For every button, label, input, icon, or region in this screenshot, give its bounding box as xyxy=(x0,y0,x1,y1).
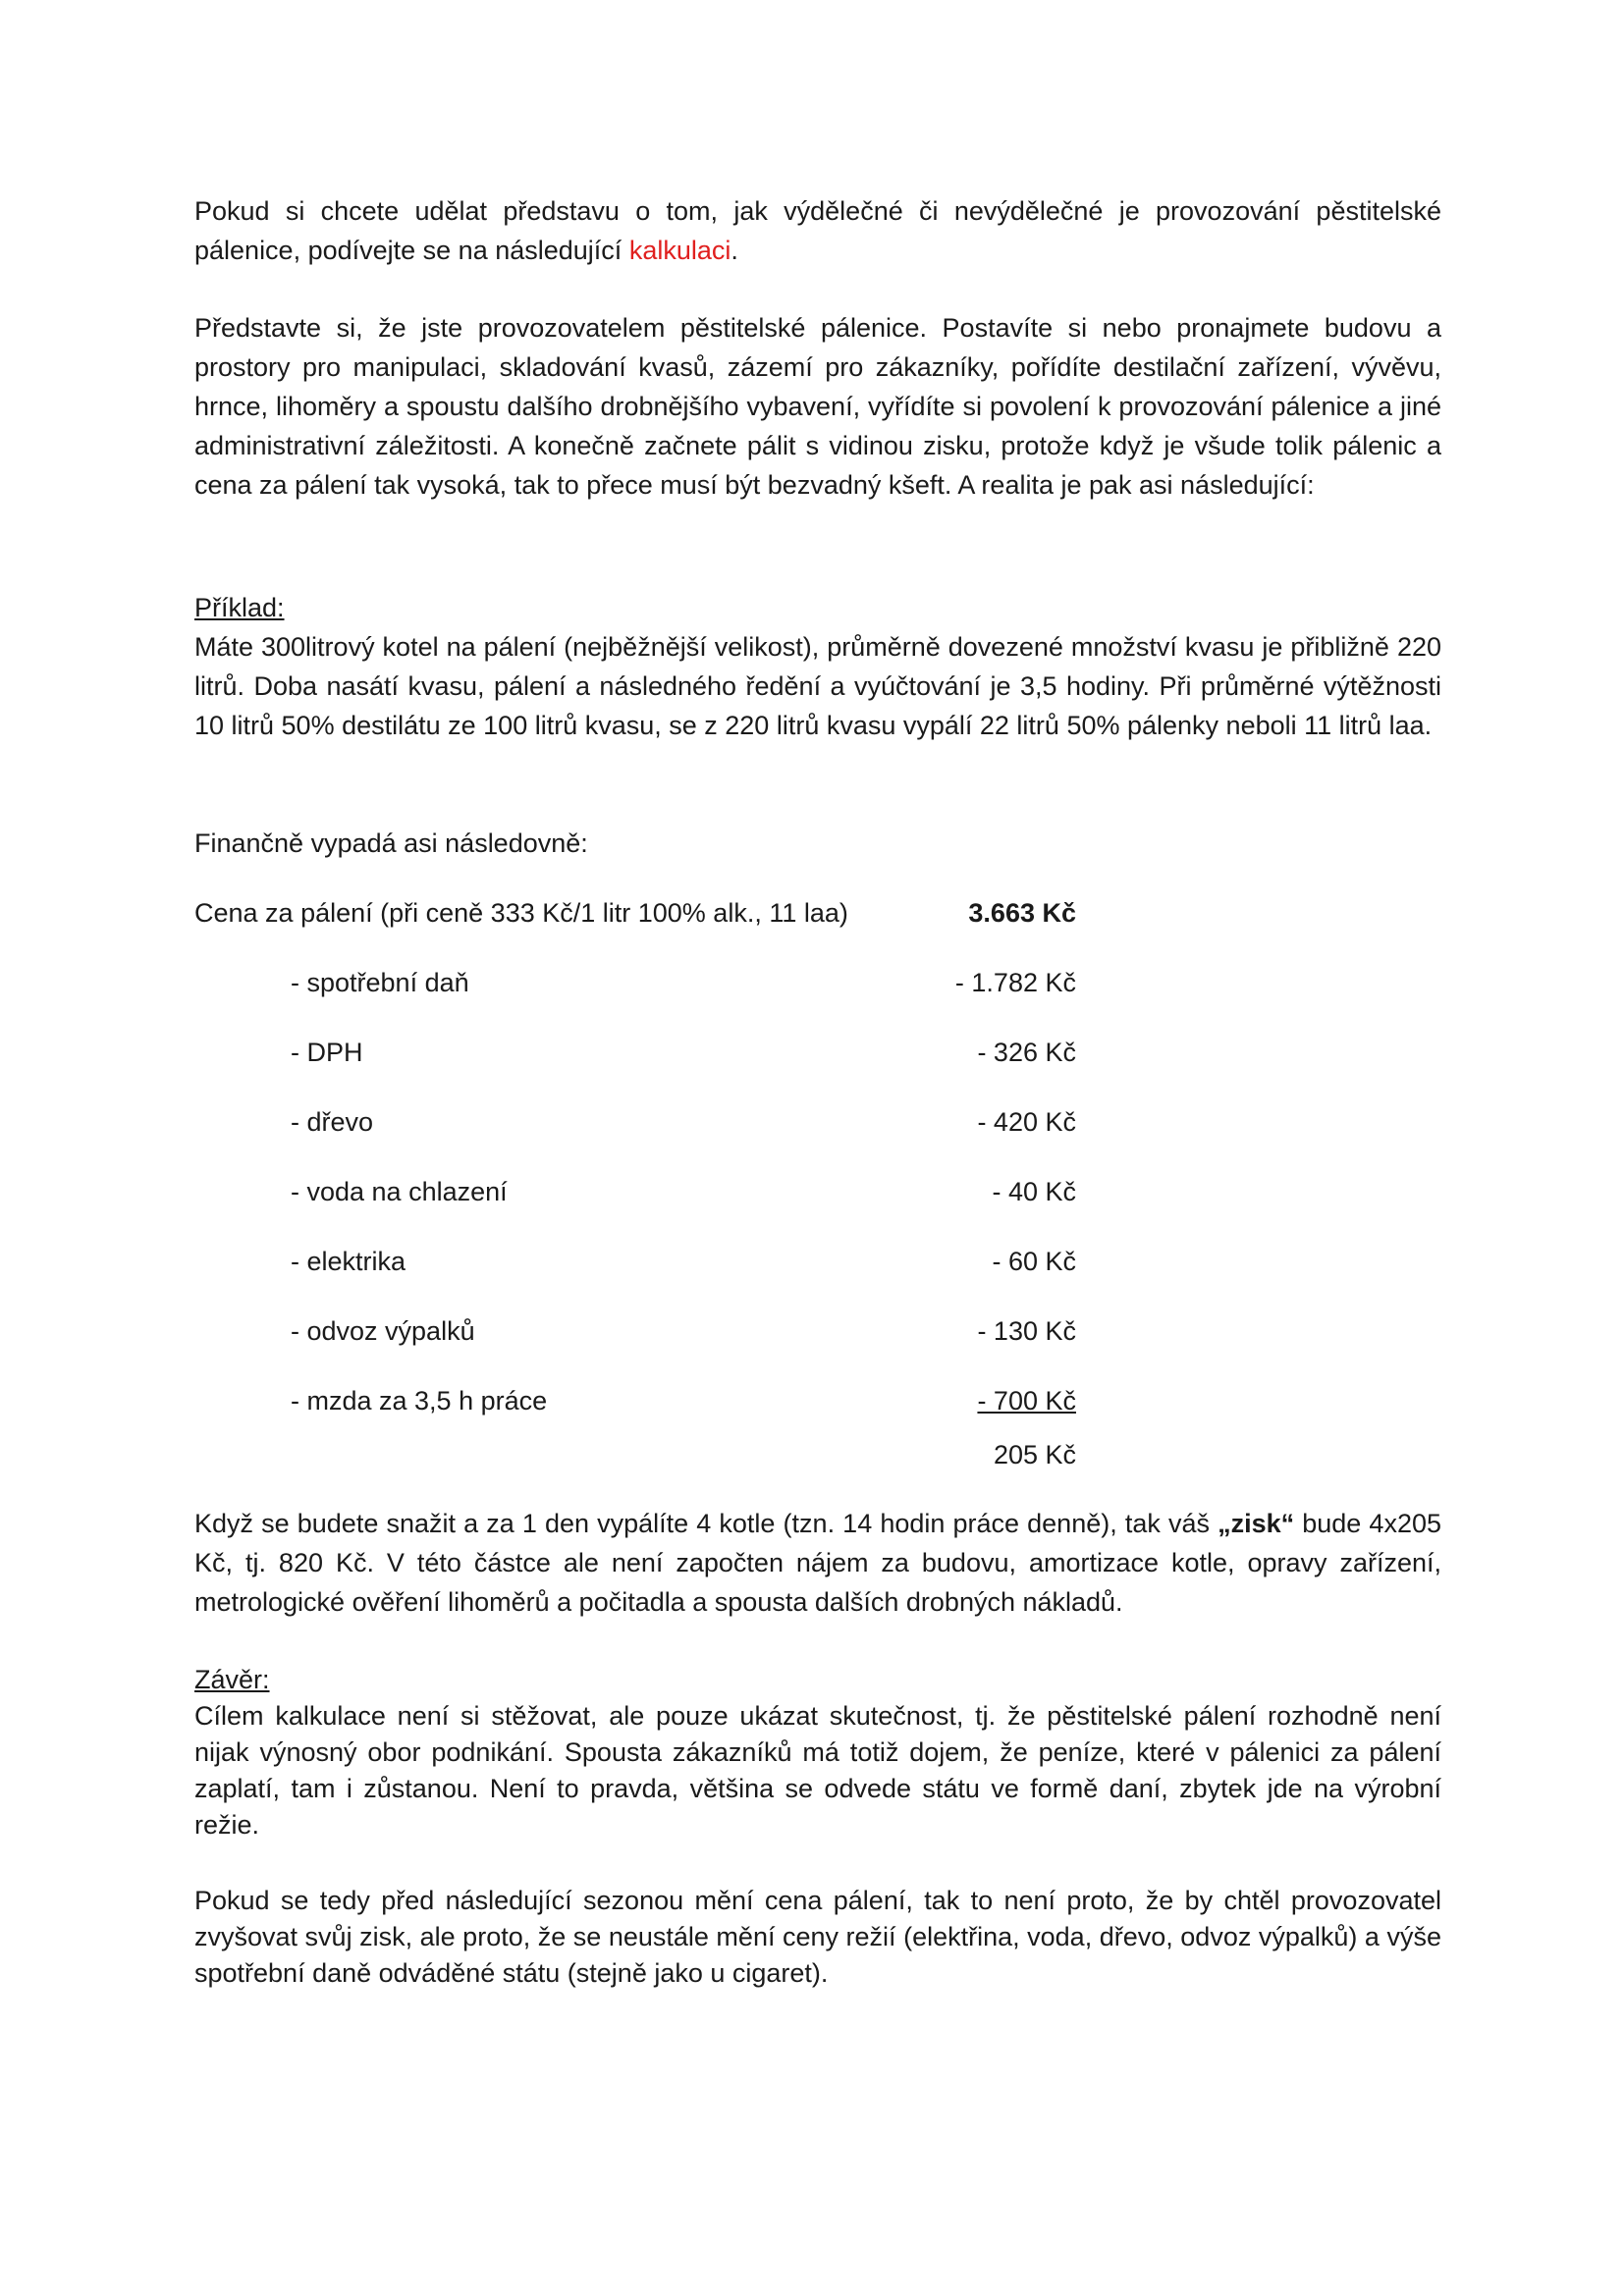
calc-value: - 1.782 Kč xyxy=(954,968,1076,997)
calc-value: - 420 Kč xyxy=(977,1107,1076,1137)
intro-period: . xyxy=(731,236,738,265)
calc-value: - 40 Kč xyxy=(992,1177,1076,1206)
calc-value: - 130 Kč xyxy=(977,1316,1076,1346)
calc-label: - dřevo xyxy=(291,1107,374,1137)
calc-label: - spotřební daň xyxy=(291,968,469,997)
calc-row-excise xyxy=(194,963,1441,1002)
scenario-paragraph: Představte si, že jste provozovatelem pěstitelské pálenice. Postavíte si nebo pronajmete budovu a prostory pro manipulaci, skladování kvasů, zázemí pro zákazníky, pořídíte destilační zařízení, vývěvu, hrnce, lihoměry a spoustu dalšího drobnějšího vybavení, vyřídíte si povolení k provozování pálenice a jiné administrativní záležitosti. A konečně začnete pálit s vidinou zisku, protože když je všude tolik pálenic a cena za pálení tak vysoká, tak to přece musí být bezvadný kšeft. A realita je pak asi následující: xyxy=(194,313,1441,500)
calc-row-electricity xyxy=(194,1242,1441,1281)
calc-row-vat xyxy=(194,1033,1441,1072)
profit-paragraph xyxy=(194,1504,1441,1622)
calc-label-revenue: Cena za pálení (při ceně 333 Kč/1 litr 100% alk., 11 laa) xyxy=(194,898,848,928)
conclusion-heading: Závěr: xyxy=(194,1665,270,1694)
calc-label: - DPH xyxy=(291,1038,363,1067)
conclusion-paragraph: Cílem kalkulace není si stěžovat, ale pouze ukázat skutečnost, tj. že pěstitelské pálení rozhodně není nijak výnosný obor podnikání. Spousta zákazníků má totiž dojem, že peníze, které v pálenici za pálení zaplatí, tam i zůstanou. Není to pravda, většina se odvede státu ve formě daní, zbytek jde na výrobní režie. xyxy=(194,1701,1441,1840)
calc-value: - 326 Kč xyxy=(977,1038,1076,1067)
calc-value: - 60 Kč xyxy=(992,1247,1076,1276)
calc-row-revenue xyxy=(194,893,1441,933)
intro-paragraph xyxy=(194,191,1441,270)
closing-paragraph: Pokud se tedy před následující sezonou mění cena pálení, tak to není proto, že by chtěl provozovatel zvyšovat svůj zisk, ale proto, že se neustále mění ceny režií (elektřina, voda, dřevo, odvoz výpalků) a výše spotřební daně odváděné státu (stejně jako u cigaret). xyxy=(194,1886,1441,1988)
calc-label: - voda na chlazení xyxy=(291,1177,508,1206)
calc-value: - 700 Kč xyxy=(977,1386,1076,1415)
calc-row-pomace-removal xyxy=(194,1311,1441,1351)
calc-value-revenue: 3.663 Kč xyxy=(968,898,1076,928)
calc-row-wood xyxy=(194,1102,1441,1142)
calc-label: - elektrika xyxy=(291,1247,406,1276)
profit-bold: „zisk“ xyxy=(1218,1509,1295,1538)
calc-label: - mzda za 3,5 h práce xyxy=(291,1386,548,1415)
calc-row-water xyxy=(194,1172,1441,1211)
example-heading: Příklad: xyxy=(194,593,285,622)
calc-value-result: 205 Kč xyxy=(993,1440,1076,1469)
calculation-link[interactable]: kalkulaci xyxy=(628,236,731,265)
calc-label: - odvoz výpalků xyxy=(291,1316,475,1346)
calc-row-result xyxy=(194,1435,1441,1474)
finance-intro: Finančně vypadá asi následovně: xyxy=(194,828,588,858)
example-paragraph: Máte 300litrový kotel na pálení (nejběžnější velikost), průměrně dovezené množství kvasu je přibližně 220 litrů. Doba nasátí kvasu, pálení a následného ředění a vyúčtování je 3,5 hodiny. Při průměrné výtěžnosti 10 litrů 50% destilátu ze 100 litrů kvasu, se z 220 litrů kvasu vypálí 22 litrů 50% pálenky neboli 11 litrů laa. xyxy=(194,632,1441,740)
intro-text: Pokud si chcete udělat představu o tom, jak výdělečné či nevýdělečné je provozování pěstitelské pálenice, podívejte se na následující xyxy=(194,196,1441,265)
profit-text-rest: bude 4x205 Kč, tj. 820 Kč. V této částce ale není započten nájem za budovu, amortizace kotle, opravy zařízení, metrologické ověření lihoměrů a počitadla a spousta dalších drobných nákladů. xyxy=(194,1509,1441,1617)
calc-row-wage xyxy=(194,1381,1441,1420)
profit-text: Když se budete snažit a za 1 den vypálíte 4 kotle (tzn. 14 hodin práce denně), tak váš xyxy=(194,1509,1218,1538)
